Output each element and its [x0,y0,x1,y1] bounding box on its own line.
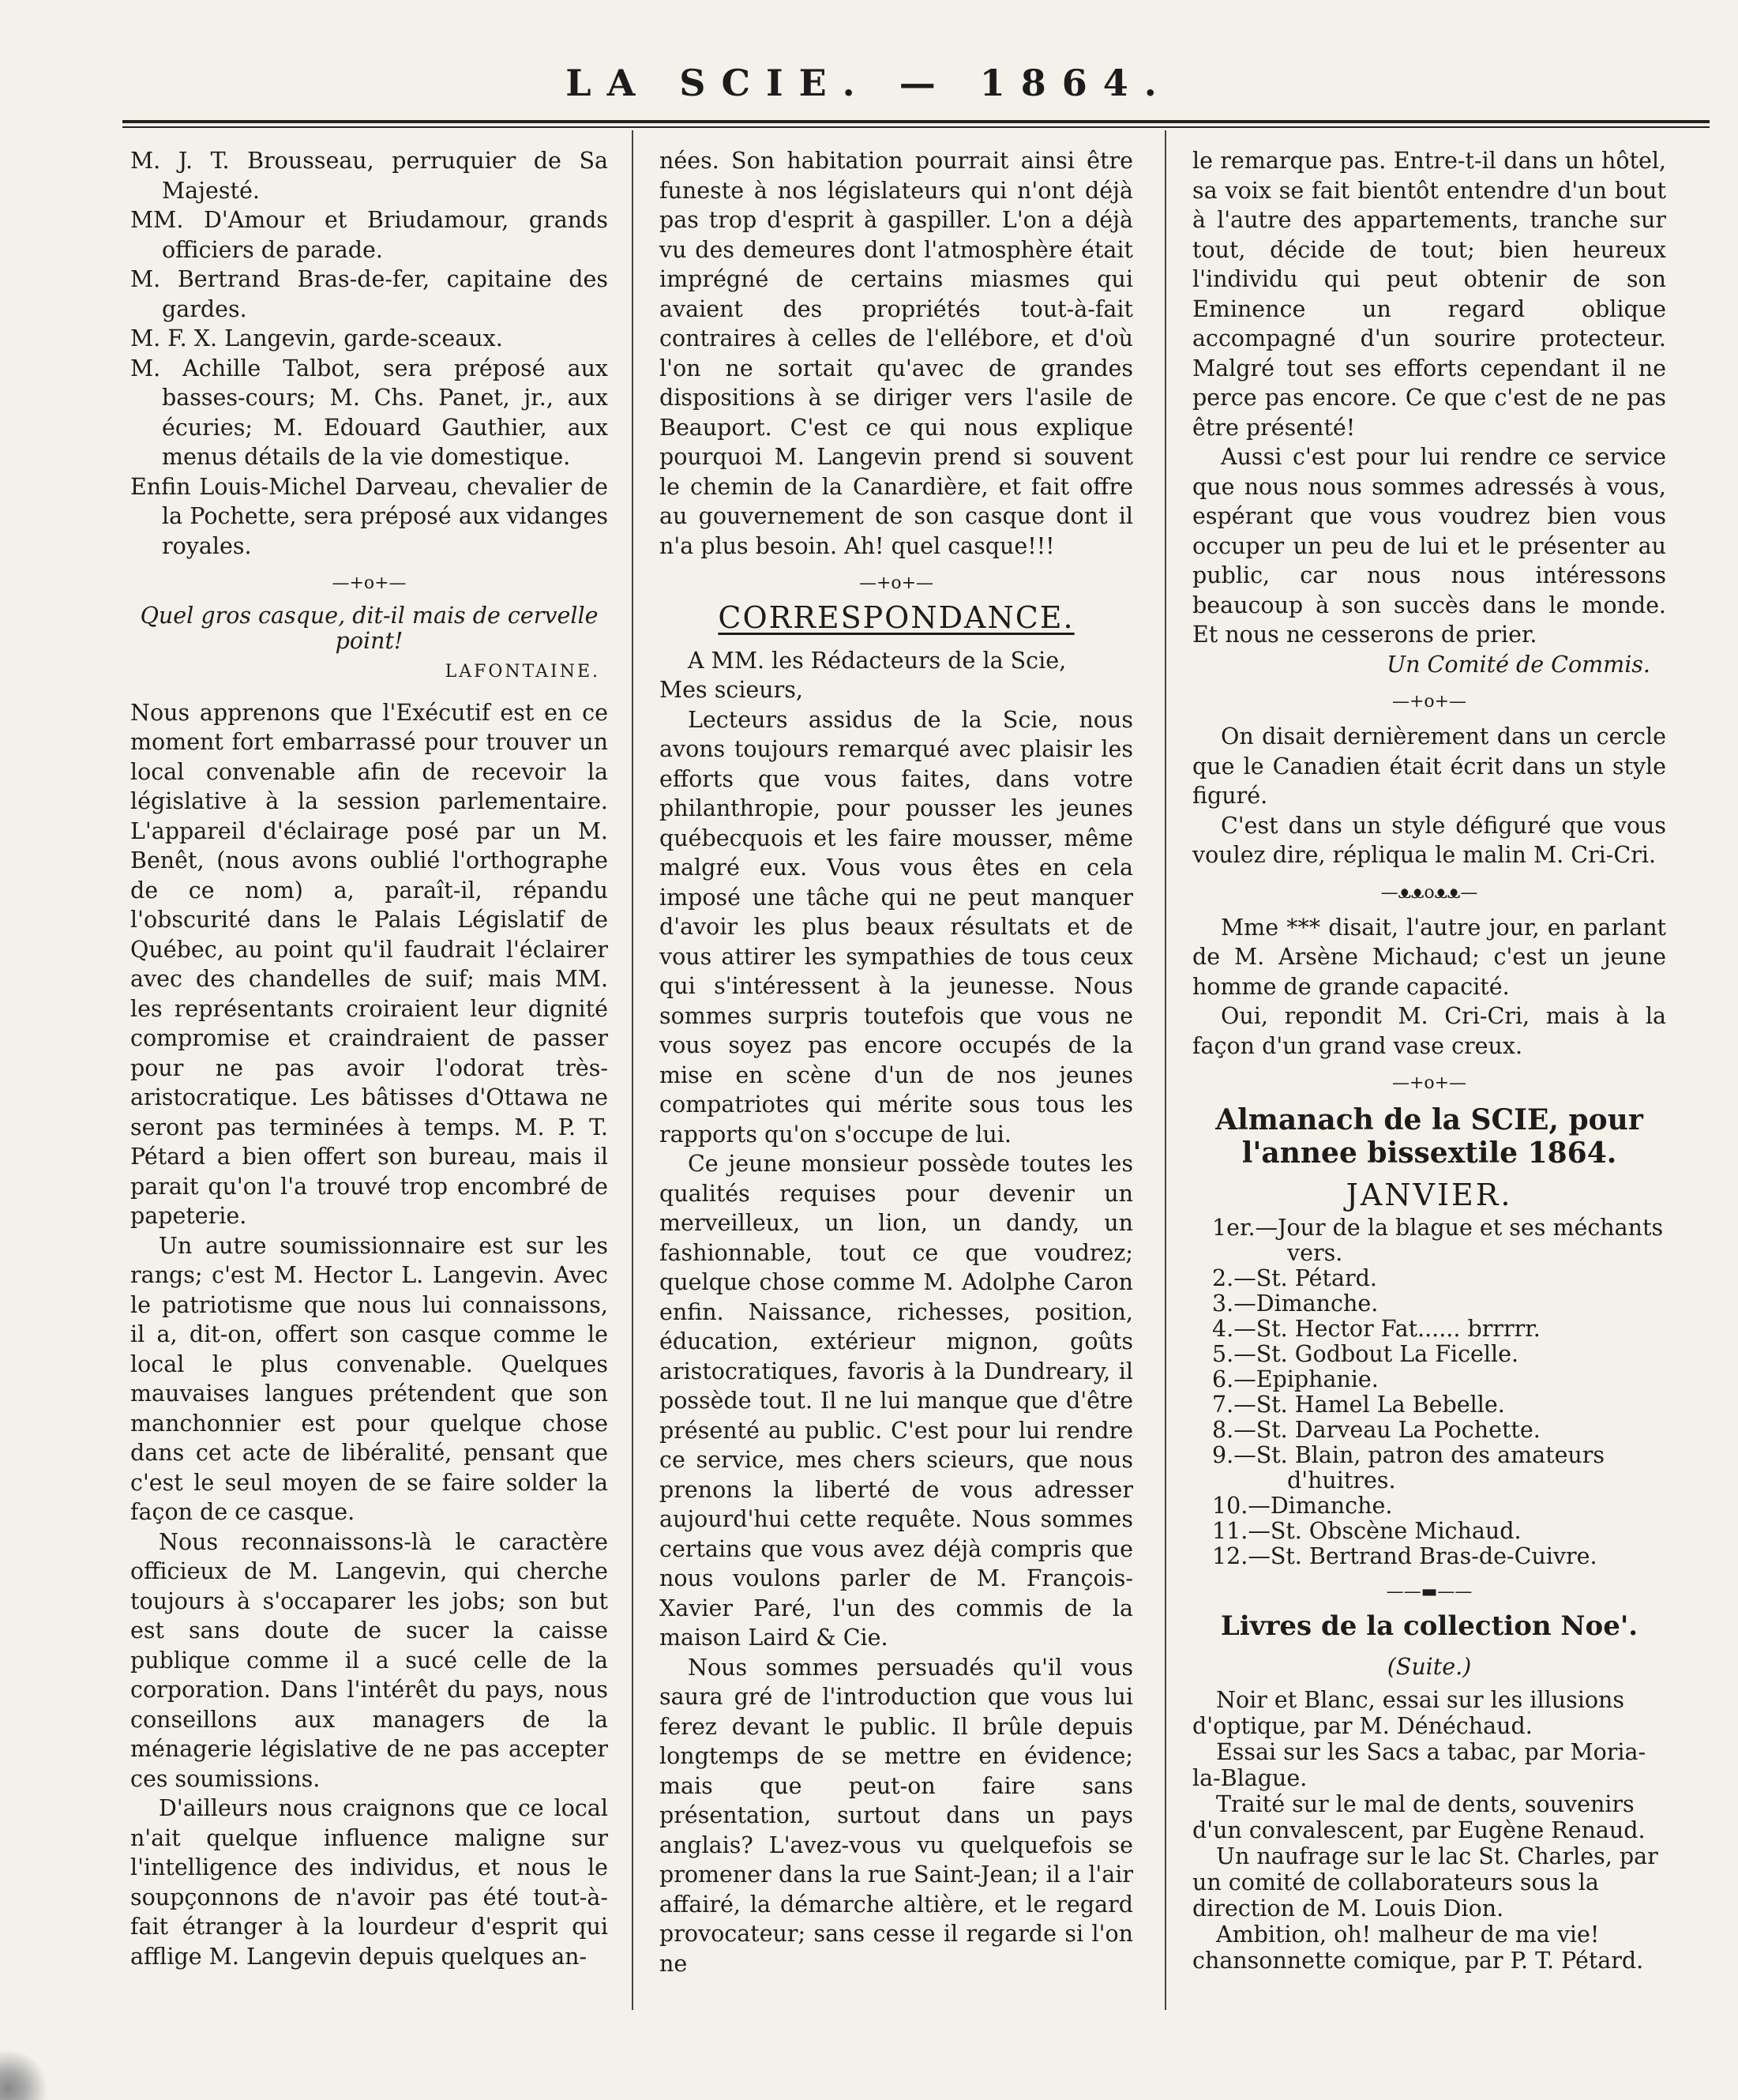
paragraph: C'est dans un style défiguré que vous voulez dire, répliqua le malin M. Cri-Cri. [1192,812,1666,868]
masthead: LA SCIE. — 1864. [565,62,1173,104]
column-2 [659,146,1133,1978]
book-item: Noir et Blanc, essai sur les illusions d'optique, par M. Dénéchaud. [1192,1686,1624,1739]
paragraph: Lecteurs assidus de la Scie, nous avons toujours remarqué avec plaisir les efforts que vous faites, dans votre philanthropie, pour pousser les jeunes québecquois et les faire mousser, même malgré eux. Vous vous êtes en cela imposé une tâche qui ne peut manquer d'avoir les plus beaux résultats et de vous attirer les sympathies de tous ceux qui s'intéressent à la jeunesse. Nous sommes surpris toutefois que vous ne vous soyez pas encore occupés de la mise en scène d'un de nos jeunes compatriotes qui mérite sous tous les rapports qu'on s'occupe de lui. [659,706,1133,1148]
paragraph: le remarque pas. Entre-t-il dans un hôtel, sa voix se fait bientôt entendre d'un bout à l'autre des appartements, tranche sur tout, décide de tout; bien heureux l'individu qui peut obtenir de son Eminence un regard oblique accompagné d'un sourire protecteur. Malgré tout ses efforts cependant il ne perce pas encore. Ce que c'est de ne pas être présenté! [1192,148,1666,441]
list-item: M. Bertrand Bras-de-fer, capitaine des gardes. [130,266,608,322]
books-heading: Livres de la collection Noe'. [1220,1610,1639,1642]
almanach-day: 5.—St. Godbout La Ficelle. [1212,1340,1519,1367]
top-rule [122,120,1710,123]
almanach-day: 11.—St. Obscène Michaud. [1212,1517,1522,1544]
separator: —+o+— [1391,692,1467,712]
book-item: Ambition, oh! malheur de ma vie! chansonnette comique, par P. T. Pétard. [1192,1921,1644,1974]
paragraph: Ce jeune monsieur possède toutes les qualités requises pour devenir un merveilleux, un lion, un dandy, un fashionnable, tout ce que voudrez; quelque chose comme M. Adolphe Caron enfin. Naissance, richesses, position, éducation, extérieur mignon, goûts aristocratiques, favoris à la Dundreary, il possède tout. Il ne lui manque que d'être présenté au public. C'est pour lui rendre ce service, mes chers scieurs, que nous prenons la liberté de vous adresser aujourd'hui cette requête. Nous sommes certains que vous avez déjà compris que nous voulons parler de M. François-Xavier Paré, l'un des commis de la maison Laird & Cie. [659,1151,1133,1651]
separator: —+o+— [1391,1073,1467,1093]
almanach-title: Almanach de la SCIE, pour l'annee bissextile 1864. [1215,1103,1643,1170]
paragraph: On disait dernièrement dans un cercle que le Canadien était écrit dans un style figuré. [1192,723,1666,809]
separator: —+o+— [332,573,407,593]
paragraph: Nous apprenons que l'Exécutif est en ce moment fort embarrassé pour trouver un local convenable afin de recevoir la législative à la session parlementaire. L'appareil d'éclairage posé par un M. Benêt, (nous avons oublié l'orthographe de ce nom) a, paraît-il, répandu l'obscurité dans le Palais Législatif de Québec, au point qu'il faudrait l'éclairer avec des chandelles de suif; mais MM. les représentants croiraient leur dignité compromise et craindraient de passer pour ne pas avoir l'odorat très-aristocratique. Les bâtisses d'Ottawa ne seront pas terminées à temps. M. P. T. Pétard a bien offert son bureau, mais il parait qu'on l'a trouvé trop encombré de papeterie. [130,699,608,1229]
section-heading: CORRESPONDANCE. [718,600,1075,635]
separator: —ᴥᴥoᴥᴥ— [1380,882,1478,903]
paragraph: Oui, repondit M. Cri-Cri, mais à la façon d'un grand vase creux. [1192,1003,1666,1059]
list-item: MM. D'Amour et Briudamour, grands officiers de parade. [130,207,608,263]
list-item: M. J. T. Brousseau, perruquier de Sa Majesté. [130,148,608,204]
column-divider [1165,130,1166,2010]
almanach-day: 10.—Dimanche. [1212,1492,1393,1519]
paragraph: nées. Son habitation pourrait ainsi être funeste à nos législateurs qui n'ont déjà pas trop d'esprit à gaspiller. L'on a déjà vu des demeures dont l'atmosphère était imprégné de certains miasmes qui avaient des propriétés tout-à-fait contraires à celles de l'ellébore, et d'où l'on ne sortait qu'avec de grandes dispositions à se diriger vers l'asile de Beauport. C'est ce qui nous explique pourquoi M. Langevin prend si souvent le chemin de la Canardière, et fait offre au gouvernement de son casque dont il n'a plus besoin. Ah! quel casque!!! [659,148,1133,559]
suite-label: (Suite.) [1387,1654,1472,1680]
paragraph: Nous reconnaissons-là le caractère officieux de M. Langevin, qui cherche toujours à s'occaparer les jobs; son but est sans doute de sucer la caisse publique comme il a sucé celle de la corporation. Dans l'intérêt du pays, nous conseillons aux managers de la ménagerie législative de ne pas accepter ces soumissions. [130,1528,608,1792]
ink-blot [0,2034,47,2100]
epigraph-author: LAFONTAINE. [445,662,600,682]
almanach-day: 8.—St. Darveau La Pochette. [1212,1416,1541,1443]
salutation: A MM. les Rédacteurs de la Scie, [688,647,1067,674]
almanach-day: 4.—St. Hector Fat...... brrrrr. [1212,1315,1541,1342]
almanach-day: 6.—Epiphanie. [1212,1366,1379,1392]
almanach-day: 1er.—Jour de la blague et ses méchants vers. [1212,1214,1664,1266]
top-rule-thin [122,126,1710,128]
paragraph: Mme *** disait, l'autre jour, en parlant de M. Arsène Michaud; c'est un jeune homme de grande capacité. [1192,914,1666,1000]
paragraph: Aussi c'est pour lui rendre ce service que nous nous sommes adressés à vous, espérant que vous voudrez bien vous occuper un peu de lui et le présenter au public, car nous nous intéressons beaucoup à son succès dans le monde. Et nous ne cesserons de prier. [1192,444,1666,648]
epigraph: Quel gros casque, dit-il mais de cervelle point! [140,603,599,654]
column-divider [632,130,633,2010]
paragraph: Nous sommes persuadés qu'il vous saura gré de l'introduction que vous lui ferez devant le public. Il brûle depuis longtemps de se mettre en évidence; mais que peut-on faire sans présentation, surtout dans un pays anglais? L'avez-vous vu quelquefois se promener dans la rue Saint-Jean; il a l'air affairé, la démarche altière, et le regard provocateur; sans cesse il regarde si l'on ne [659,1654,1133,1977]
separator: ——▬—— [1386,1581,1473,1602]
almanach-day: 9.—St. Blain, patron des amateurs d'huitres. [1212,1441,1605,1493]
almanach-day: 2.—St. Pétard. [1212,1264,1377,1291]
list-item: M. F. X. Langevin, garde-sceaux. [130,325,503,351]
paragraph: Un autre soumissionnaire est sur les rangs; c'est M. Hector L. Langevin. Avec le patriotisme que nous lui connaissons, il a, dit-on, offert son casque comme le local le plus convenable. Quelques mauvaises langues prétendent que son manchonnier est pour quelque chose dans cet acte de libéralité, pensant que c'est le seul moyen de se faire solder la façon de ce casque. [130,1232,608,1525]
salutation: Mes scieurs, [659,677,803,703]
separator: —+o+— [858,573,934,593]
signature: Un Comité de Commis. [1387,651,1650,678]
column-1 [130,146,608,1971]
list-item: M. Achille Talbot, sera préposé aux basses-cours; M. Chs. Panet, jr., aux écuries; M. Edouard Gauthier, aux menus détails de la vie domestique. [130,355,608,470]
almanach-day: 7.—St. Hamel La Bebelle. [1212,1391,1505,1418]
month-heading: JANVIER. [1346,1178,1513,1212]
list-item: Enfin Louis-Michel Darveau, chevalier de la Pochette, sera préposé aux vidanges royales. [130,473,608,559]
almanach-day: 3.—Dimanche. [1212,1290,1379,1317]
book-item: Essai sur les Sacs a tabac, par Moria-la-Blague. [1192,1738,1646,1791]
book-item: Traité sur le mal de dents, souvenirs d'un convalescent, par Eugène Renaud. [1192,1790,1646,1843]
column-3 [1192,146,1666,1974]
paragraph: D'ailleurs nous craignons que ce local n'ait quelque influence maligne sur l'intelligence des individus, et nous le soupçonnons de n'avoir pas été tout-à-fait étranger à la lourdeur d'esprit qui afflige M. Langevin depuis quelques an- [130,1795,608,1970]
book-item: Un naufrage sur le lac St. Charles, par un comité de collaborateurs sous la direction de M. Louis Dion. [1192,1843,1658,1922]
almanach-day: 12.—St. Bertrand Bras-de-Cuivre. [1212,1542,1597,1569]
